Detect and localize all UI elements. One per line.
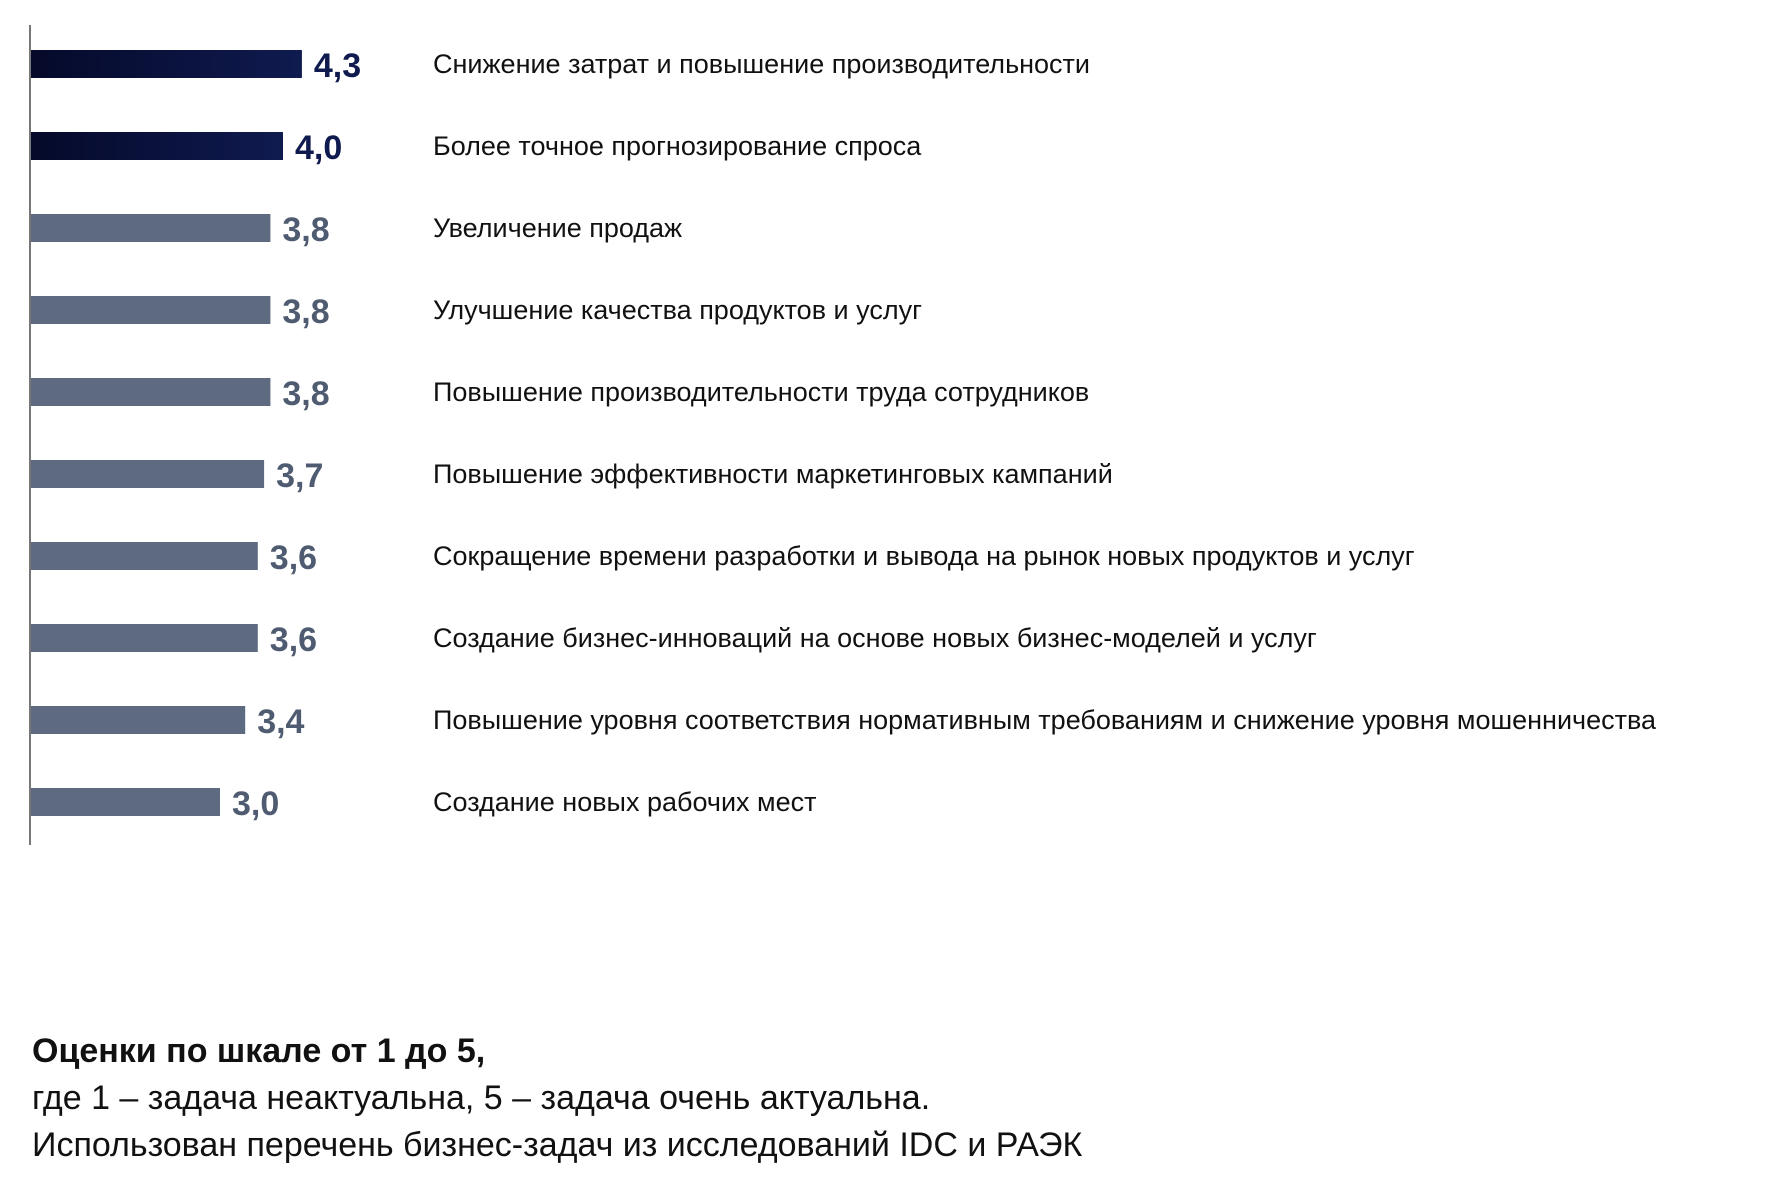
bar-value-label: 3,8 [282, 211, 330, 249]
bar [31, 624, 258, 652]
bar [31, 460, 264, 488]
bars-layer [31, 47, 1657, 823]
bar [31, 214, 270, 242]
bar-value-label: 3,7 [276, 457, 324, 495]
bar-value-label: 3,8 [282, 375, 330, 413]
footnote [32, 1028, 1732, 1169]
bar [31, 132, 283, 160]
bar-value-label: 3,6 [269, 539, 318, 577]
bar [31, 788, 220, 816]
category-label: Увеличение продаж [433, 213, 683, 243]
bar-value-label: 4,3 [313, 47, 362, 85]
bar-value-label: 3,6 [269, 621, 318, 659]
category-label: Более точное прогнозирование спроса [433, 131, 922, 161]
category-label: Повышение эффективности маркетинговых кампаний [433, 459, 1113, 489]
bar [31, 542, 258, 570]
bar-value-label: 3,4 [257, 703, 305, 741]
category-label: Повышение производительности труда сотрудников [433, 377, 1090, 407]
category-label: Повышение уровня соответствия нормативным требованиям и снижение уровня мошенничества [433, 705, 1657, 735]
bar-value-label: 3,8 [282, 293, 330, 331]
bar [31, 296, 270, 324]
bar-value-label: 3,0 [232, 785, 280, 823]
category-label: Снижение затрат и повышение производительности [433, 49, 1091, 79]
footnote-scale: Оценки по шкале от 1 до 5, [32, 1032, 486, 1070]
category-label: Сокращение времени разработки и вывода на рынок новых продуктов и услуг [433, 541, 1415, 571]
bar [31, 378, 270, 406]
bar [31, 706, 245, 734]
footnote-source: Использован перечень бизнес-задач из исследований IDC и РАЭК [32, 1126, 1083, 1164]
category-label: Улучшение качества продуктов и услуг [433, 295, 922, 325]
footnote-scale-explanation: где 1 – задача неактуальна, 5 – задача очень актуальна. [32, 1079, 931, 1117]
bar-value-label: 4,0 [295, 129, 343, 167]
category-label: Создание новых рабочих мест [433, 787, 817, 817]
bar [31, 50, 302, 78]
category-label: Создание бизнес-инноваций на основе новых бизнес-моделей и услуг [433, 623, 1317, 653]
